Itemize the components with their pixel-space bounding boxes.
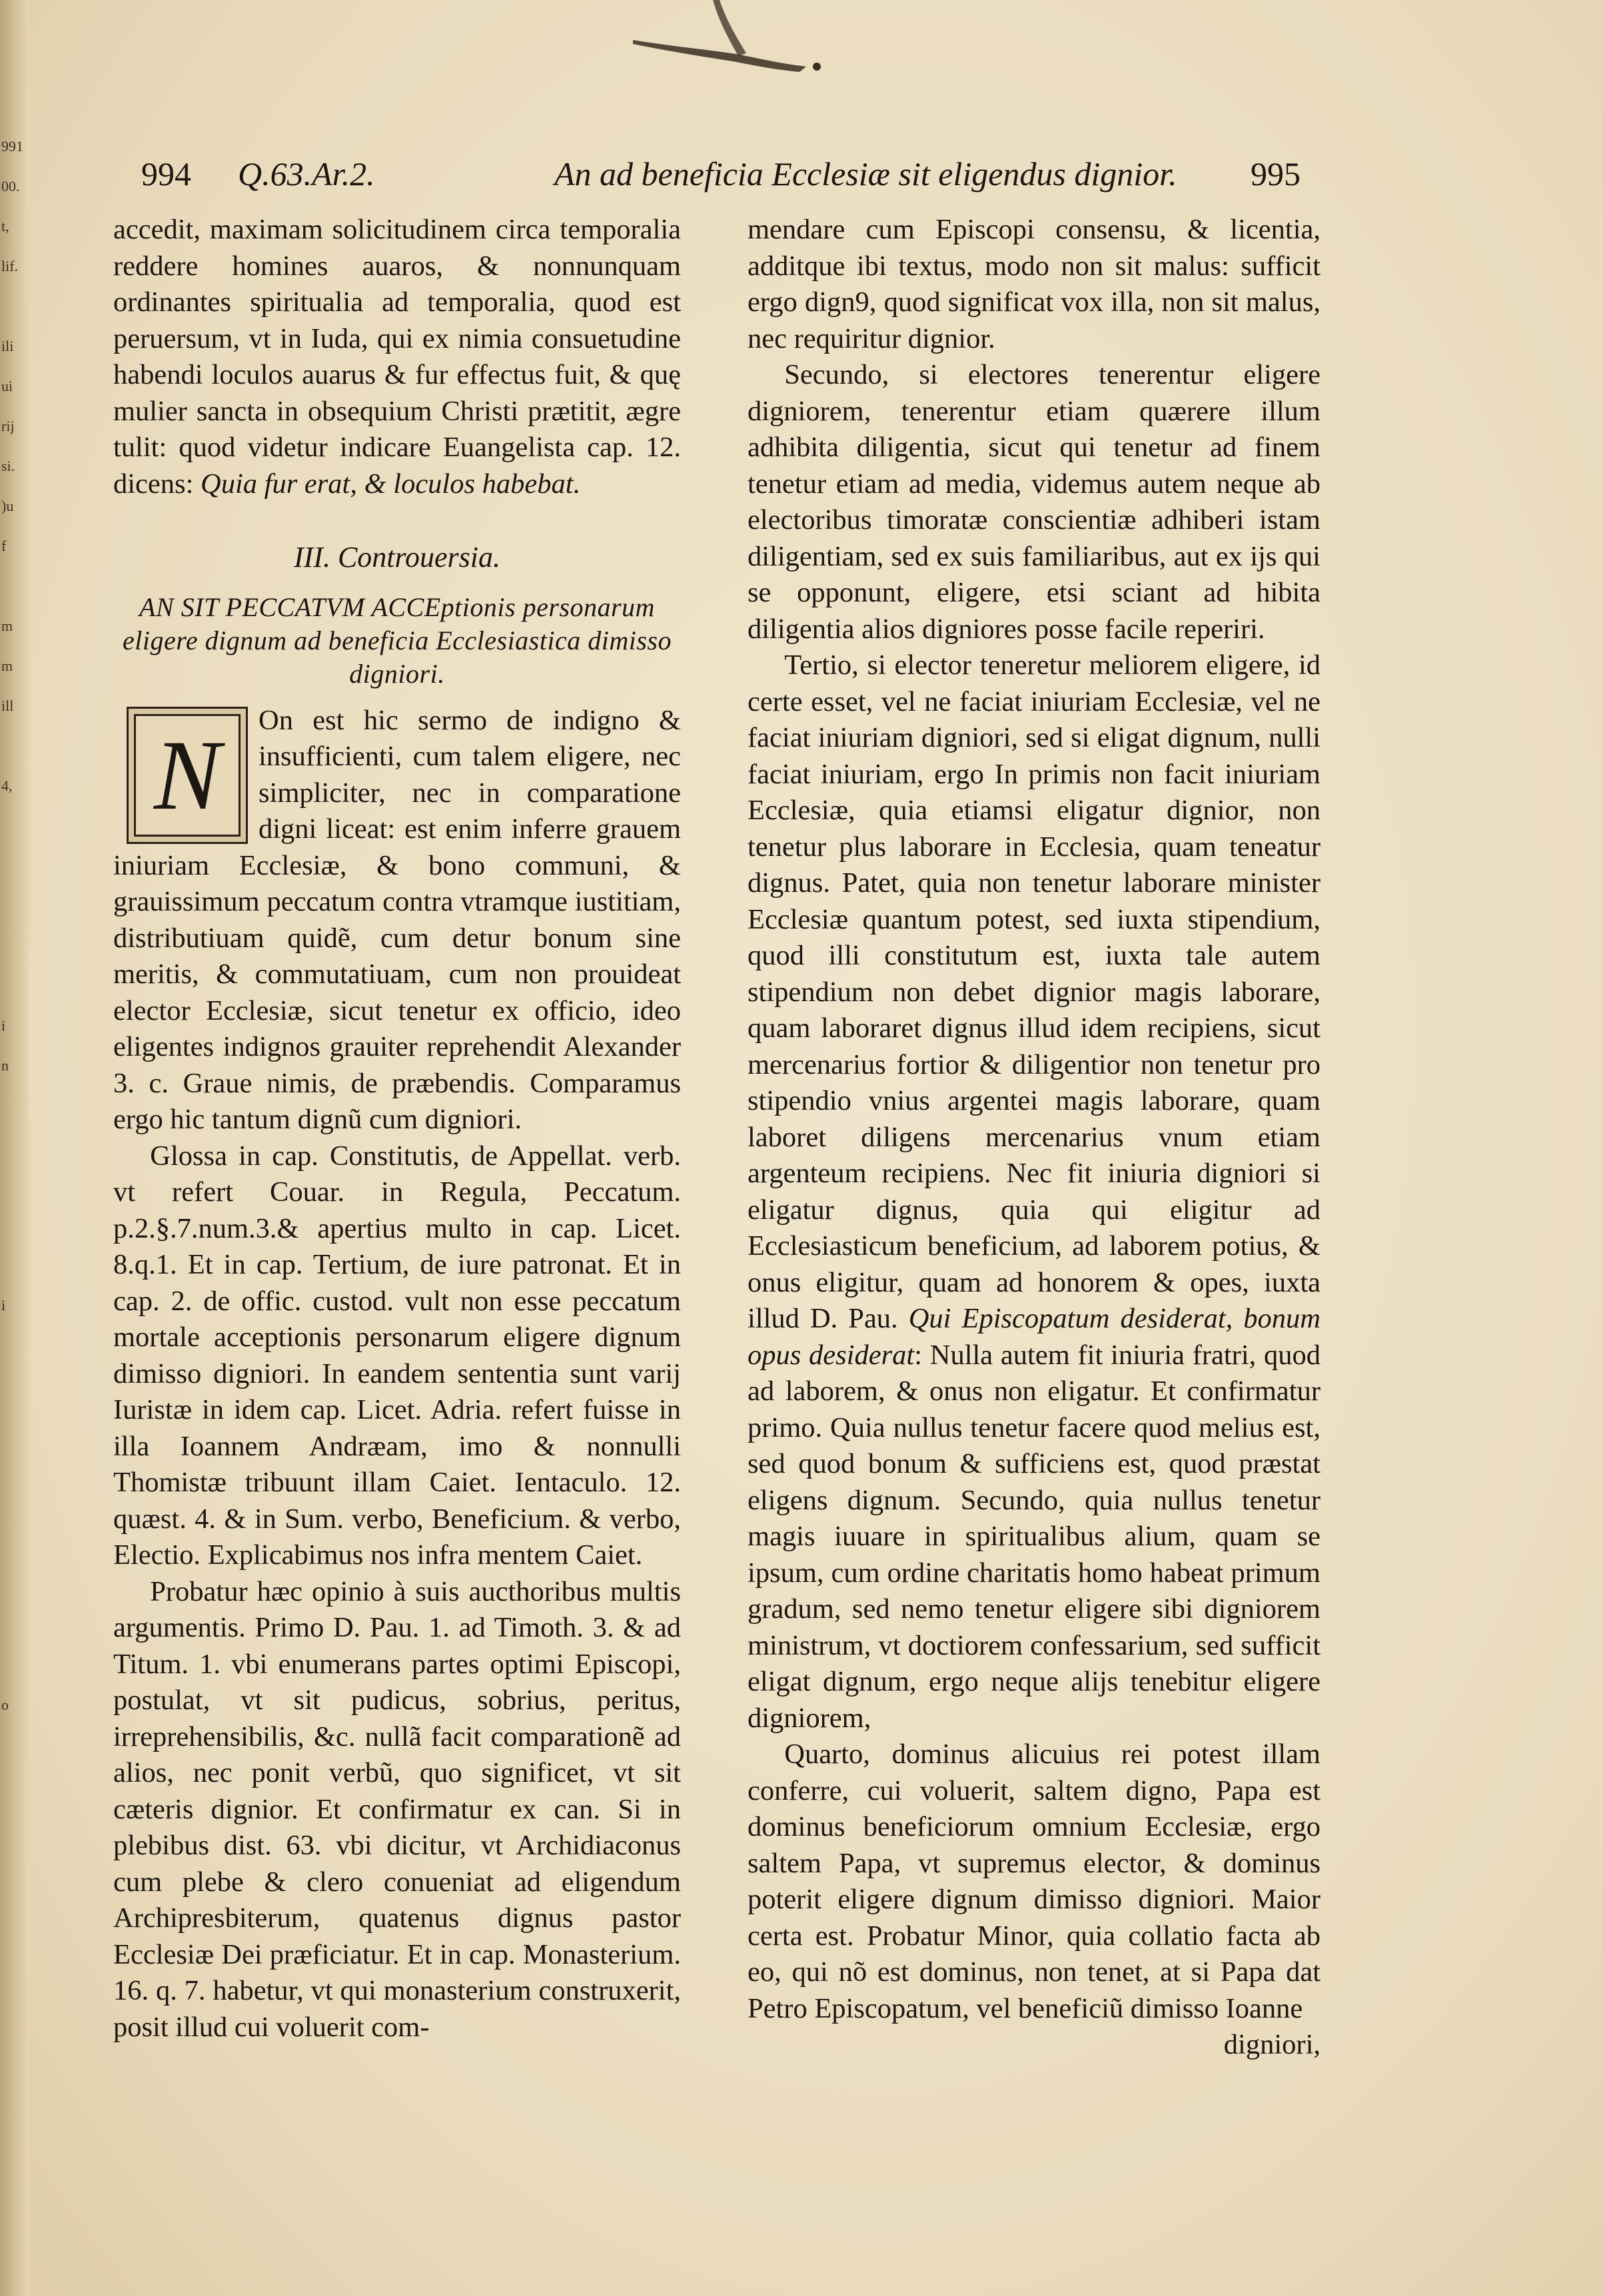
section-reference: Q.63.Ar.2. [238, 155, 375, 192]
paragraph: accedit, maximam solicitudinem circa temporalia reddere homines auaros, & nonnunquam ordinantes spiritualia ad temporalia, quod est peruersum, vt in Iuda, qui ex nimia consuetudine habendi loculos auarus & fur effectus fuit, & quę mulier sancta in obsequium Christi prætitit, ægre tulit: quod videtur indicare Euangelista cap. 12. dicens: Quia fur erat, & loculos habebat. [113, 214, 681, 500]
ink-ornament-icon [620, 0, 846, 80]
paragraph: Tertio, si elector teneretur meliorem eligere, id certe esset, vel ne faciat iniuriam Ecclesiæ, vel ne faciat iniuriam digniori, sed si eligat dignum, nulli faciat iniuriam, ergo In primis non facit iniuriam Ecclesiæ, quia etiamsi eligatur dignior, non tenetur plus laborare in Ecclesia, quam teneatur dignus. Patet, quia non tenetur laborare minister Ecclesiæ quantum potest, sed iuxta stipendium, quod illi constitutum est, iuxta tale autem stipendium non debet dignior magis laborare, quam laboraret dignus illud idem recipiens, sicut mercenarius fortior & diligentior non tenetur pro stipendio vnius argentei magis laborare, quam laboret diligens mercenarius vnum etiam argenteum recipiens. Nec fit iniuria digniori si eligatur dignus, quia qui eligitur ad Ecclesiasticum beneficium, ad laborem potius, & onus eligitur, quam ad honorem & opes, iuxta illud D. Pau. Qui Episcopatum desiderat, bonum opus desiderat: Nulla autem fit iniuria fratri, quod ad laborem, & onus non eligatur. Et confirmatur primo. Quia nullus tenetur facere quod melius est, sed quod bonum & sufficiens est, quod præstat eligens dignum. Secundo, quia nullus tenetur magis iuuare in spiritualibus alium, quam se ipsum, cum ordine charitatis homo habeat primum gradum, sed nemo tenetur eligere sibi digniorem ministrum, vt doctiorem confessarium, sed sufficit eligat dignum, ergo neque alijs tenebitur eligere digniorem, [748, 649, 1321, 1734]
page-header [141, 155, 1301, 201]
paragraph: Probatur hæc opinio à suis aucthoribus multis argumentis. Primo D. Pau. 1. ad Timoth. 3. & ad Titum. 1. vbi enumerans partes optimi Episcopi, postulat, vt sit pudicus, sobrius, peritus, irreprehensibilis, &c. nullã facit comparationẽ ad alios, nec ponit verbũ, quo significet, vt sit cæteris dignior. Et confirmatur ex can. Si in plebibus dist. 63. vbi dicitur, vt Archidiaconus cum plebe & clero conueniat ad eligendum Archipresbiterum, quatenus dignus pastor Ecclesiæ Dei præficiatur. Et in cap. Monasterium. 16. q. 7. habetur, vt qui monasterium construxerit, posit illud cui voluerit com- [113, 1575, 681, 2043]
text-column-left [113, 212, 681, 2046]
text-column-right [748, 212, 1321, 2064]
paragraph: Secundo, si electores tenerentur eligere digniorem, tenerentur etiam quærere illum adhibita diligentia, sicut qui tenetur ad finem tenetur etiam ad media, videmus autem neque ab electoribus timoratæ conscientiæ adhiberi istam diligentiam, sed ex suis familiaribus, aut ex ijs qui se opponunt, eligere, etsi sciant ad hibita diligentia alios digniores posse facile reperiri. [748, 359, 1321, 645]
page-number-right: 995 [1251, 155, 1301, 192]
controversy-heading: III. Controuersia. [293, 541, 501, 574]
running-title: An ad beneficia Ecclesiæ sit eligendus dignior. [554, 155, 1177, 192]
scripture-quote: Qui Episcopatum desiderat, bonum opus desiderat [748, 1303, 1321, 1371]
paragraph: Glossa in cap. Constitutis, de Appellat. verb. vt refert Couar. in Regula, Peccatum. p.2.§.7.num.3.& apertius multo in cap. Licet. 8.q.1. Et in cap. Tertium, de iure patronat. Et in cap. 2. de offic. custod. vult non esse peccatum mortale acceptionis personarum eligere dignum dimisso digniori. In eandem sententia sunt varij Iuristæ in idem cap. Licet. Adria. refert fuisse in illa Ioannem Andræam, imo & nonnulli Thomistæ tribuunt illam Caiet. Ientaculo. 12. quæst. 4. & in Sum. verbo, Beneficium. & verbo, Electio. Explicabimus nos infra mentem Caiet. [113, 1140, 681, 1571]
scripture-quote: Quia fur erat, & loculos habebat. [201, 468, 581, 500]
paragraph: mendare cum Episcopi consensu, & licentia, additque ibi textus, modo non sit malus: sufficit ergo dign9, quod significat vox illa, non sit malus, nec requiritur dignior. [748, 214, 1321, 354]
adjacent-page-edge [0, 0, 29, 2296]
decorated-initial: N [127, 707, 248, 844]
paragraph: Quarto, dominus alicuius rei potest illam conferre, cui voluerit, saltem digno, Papa est dominus beneficiorum omnium Ecclesiæ, ergo saltem Papa, vt supremus elector, & dominus poterit eligere dignum dimisso digniori. Maior certa est. Probatur Minor, quia collatio facta ab eo, qui nõ est dominus, non tenet, at si Papa dat Petro Episcopatum, vel beneficiũ dimisso Ioanne [748, 1738, 1321, 2024]
question-heading: AN SIT PECCATVM ACCEptionis personarum eligere dignum ad beneficia Ecclesiastica dimisso digniori. [123, 591, 672, 689]
adjacent-page-fragments: 991 00. t, lif. ili ui rij si. )u f m m ill 4, i n i o [1, 138, 23, 1713]
page-number-left: 994 [141, 155, 191, 192]
catchword-line: digniori, [1223, 2029, 1321, 2060]
paragraph: N On est hic sermo de indigno & insufficienti, cum talem eligere, nec simpliciter, nec in comparatione digni liceat: est enim inferre grauem iniuriam Ecclesiæ, & bono communi, & grauissimum peccatum contra vtramque iustitiam, distributiuam quidẽ, cum detur bonum sine meritis, & commutatiuam, cum non prouideat elector Ecclesiæ, sicut tenetur ex officio, ideo eligentes indignos grauiter reprehendit Alexander 3. c. Graue nimis, de præbendis. Comparamus ergo hic tantum dignũ cum digniori. [113, 704, 681, 1135]
